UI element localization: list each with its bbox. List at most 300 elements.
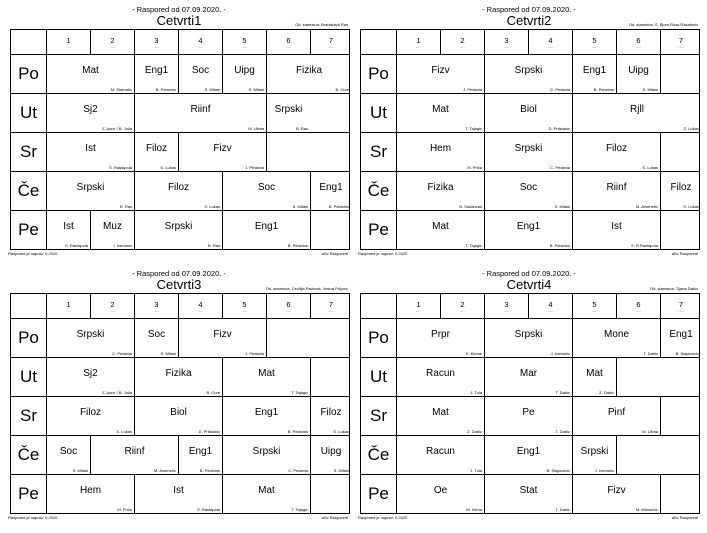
- period-number: 1: [66, 300, 71, 309]
- period-number: 2: [110, 300, 115, 309]
- lesson-cell[interactable]: [616, 435, 701, 474]
- lesson-subject: Pinf: [607, 407, 626, 418]
- lesson-subject: Ist: [85, 143, 96, 154]
- lesson-teacher: B. Pelanins: [155, 87, 176, 92]
- lesson-teacher: S. Mitasi: [72, 468, 88, 473]
- lesson-subject: Mat: [258, 485, 275, 496]
- lesson-subject: Eng1: [144, 65, 169, 76]
- lesson-teacher: M. Ulinta: [248, 126, 264, 131]
- lesson-teacher: T. Dabic: [555, 429, 570, 434]
- lesson-cell[interactable]: [90, 435, 178, 474]
- period-header-7: [660, 294, 701, 318]
- lesson-teacher: B. Ras: [207, 243, 220, 248]
- lesson-teacher: T. Dabic: [643, 351, 658, 356]
- lesson-cell[interactable]: [266, 54, 351, 93]
- lesson-cell[interactable]: [484, 210, 572, 249]
- lesson-cell[interactable]: [222, 210, 310, 249]
- lesson-cell[interactable]: [310, 357, 351, 396]
- lesson-subject: Riinf: [124, 446, 145, 457]
- day-label: Ut: [370, 102, 387, 122]
- lesson-teacher: J. Tula: [470, 468, 482, 473]
- lesson-teacher: J. Pedania: [463, 87, 482, 92]
- period-header-7: [660, 30, 701, 54]
- timetable-sheet-2: [358, 4, 700, 269]
- lesson-cell[interactable]: [310, 435, 351, 474]
- lesson-cell[interactable]: [616, 357, 701, 396]
- lesson-subject: Eng1: [319, 182, 343, 193]
- lesson-cell[interactable]: [222, 435, 310, 474]
- class-title: Cetvrti3: [156, 277, 202, 292]
- lesson-subject: Soc: [519, 182, 538, 193]
- lesson-subject: Srpski: [274, 104, 303, 115]
- lesson-cell[interactable]: [134, 210, 222, 249]
- lesson-cell[interactable]: [572, 210, 660, 249]
- period-header-3: [134, 294, 178, 318]
- lesson-cell[interactable]: [572, 474, 660, 513]
- lesson-teacher: M. Ulinta: [642, 429, 658, 434]
- day-label: Pe: [368, 483, 389, 503]
- timetable-grid: [360, 293, 700, 514]
- day-label: Sr: [370, 405, 387, 425]
- lesson-cell[interactable]: [484, 396, 572, 435]
- lesson-subject: Ist: [63, 221, 74, 232]
- lesson-teacher: J. Tula: [470, 390, 482, 395]
- lesson-teacher: S. R.Rastapola: [631, 243, 658, 248]
- day-label: Sr: [20, 405, 37, 425]
- lesson-subject: Uipg: [320, 446, 342, 457]
- footer-software-note: aSc Rasporedi: [671, 251, 698, 256]
- lesson-subject: Hem: [429, 143, 452, 154]
- lesson-cell[interactable]: [484, 171, 572, 210]
- lesson-teacher: J. Ivertanic: [550, 351, 570, 356]
- period-time: –––: [547, 309, 553, 313]
- lesson-subject: Filoz: [605, 143, 628, 154]
- period-header-3: [484, 30, 528, 54]
- period-time: –––: [328, 45, 334, 49]
- lesson-cell[interactable]: [310, 396, 351, 435]
- lesson-cell[interactable]: [46, 210, 90, 249]
- lesson-cell[interactable]: [396, 357, 484, 396]
- lesson-subject: Srpski: [76, 182, 105, 193]
- lesson-cell[interactable]: [396, 396, 484, 435]
- lesson-teacher: B. Pelanins: [287, 429, 308, 434]
- lesson-cell[interactable]: [134, 318, 178, 357]
- footer-software-note: aSc Rasporedi: [321, 251, 348, 256]
- lesson-cell[interactable]: [484, 435, 572, 474]
- lesson-subject: Soc: [257, 182, 276, 193]
- period-header-1: [396, 294, 440, 318]
- lesson-cell[interactable]: [396, 474, 484, 513]
- lesson-cell[interactable]: [484, 54, 572, 93]
- lesson-teacher: M. Milosevic: [635, 507, 658, 512]
- period-header-7: [310, 30, 351, 54]
- lesson-subject: Eng1: [188, 446, 213, 457]
- period-header-2: [90, 30, 134, 54]
- lesson-teacher: B. Cure: [335, 87, 349, 92]
- period-header-1: [396, 30, 440, 54]
- lesson-cell[interactable]: [266, 132, 351, 171]
- lesson-cell[interactable]: [396, 318, 484, 357]
- footer-generated-note: Raspored je naprav: 0.2020: [8, 251, 58, 256]
- lesson-cell[interactable]: [396, 435, 484, 474]
- lesson-subject: Mat: [432, 104, 449, 115]
- lesson-subject: Eng1: [516, 221, 541, 232]
- lesson-teacher: D. Prilstanic: [548, 126, 570, 131]
- lesson-teacher: B. Ras: [119, 204, 132, 209]
- period-number: 1: [66, 36, 71, 45]
- period-header-3: [484, 294, 528, 318]
- day-label: Ut: [20, 102, 37, 122]
- lesson-subject: Filoz: [79, 407, 102, 418]
- period-number: 6: [636, 300, 641, 309]
- period-number: 4: [548, 36, 553, 45]
- lesson-subject: Fizv: [607, 485, 626, 496]
- lesson-subject: Filoz: [670, 182, 692, 193]
- lesson-subject: Hem: [79, 485, 102, 496]
- lesson-teacher: S. Mitasi: [204, 87, 220, 92]
- period-number: 3: [154, 36, 159, 45]
- day-label: Sr: [370, 141, 387, 161]
- lesson-teacher: S. Mitasi: [160, 351, 176, 356]
- lesson-subject: Racun: [426, 446, 455, 457]
- class-teacher-note: Od. staresina: Tijana Dabic: [649, 286, 698, 291]
- lesson-cell[interactable]: [572, 171, 660, 210]
- period-number: 1: [416, 300, 421, 309]
- lesson-subject: Srpski: [252, 446, 281, 457]
- lesson-subject: Mar: [519, 368, 538, 379]
- day-label: Po: [18, 63, 39, 83]
- lesson-teacher: S. Mitasi: [554, 204, 570, 209]
- period-header-4: [178, 30, 222, 54]
- schedule-header: - Raspored od 07.09.2020. -: [482, 5, 576, 14]
- lesson-subject: Sj2: [83, 368, 98, 379]
- period-time: –––: [328, 309, 334, 313]
- footer-software-note: aSc Rasporedi: [671, 515, 698, 520]
- lesson-subject: Uipg: [628, 65, 649, 76]
- lesson-subject: Srpski: [76, 329, 105, 340]
- period-number: 6: [286, 36, 291, 45]
- period-header-4: [178, 294, 222, 318]
- lesson-teacher: C. Pedania: [112, 351, 132, 356]
- lesson-cell[interactable]: [134, 93, 266, 132]
- lesson-cell[interactable]: [396, 54, 484, 93]
- lesson-subject: Eng1: [254, 407, 279, 418]
- lesson-teacher: T. Dabic: [555, 507, 570, 512]
- lesson-subject: Eng1: [516, 446, 541, 457]
- lesson-subject: Muz: [103, 221, 122, 232]
- lesson-subject: Fizika: [427, 182, 454, 193]
- timetable-grid: [10, 293, 350, 514]
- timetable-grid: [10, 29, 350, 250]
- lesson-cell[interactable]: [134, 54, 178, 93]
- period-header-2: [440, 30, 484, 54]
- lesson-teacher: B. Pelanins: [199, 468, 220, 473]
- lesson-teacher: S. Mitasi: [292, 204, 308, 209]
- lesson-cell[interactable]: [222, 171, 310, 210]
- footer-generated-note: Raspored je naprav: 0.2020: [358, 515, 408, 520]
- lesson-cell[interactable]: [46, 171, 134, 210]
- lesson-cell[interactable]: [484, 93, 572, 132]
- lesson-cell[interactable]: [660, 474, 701, 513]
- period-number: 5: [242, 300, 247, 309]
- period-number: 3: [504, 300, 509, 309]
- class-teacher-note: Od. staresina: S. Bjorn Ross Rasatovic: [628, 22, 698, 27]
- lesson-teacher: M. Arsenetic: [635, 204, 658, 209]
- lesson-teacher: T. Tajagic: [291, 390, 308, 395]
- lesson-cell[interactable]: [396, 132, 484, 171]
- period-header-1: [46, 30, 90, 54]
- period-time: –––: [459, 309, 465, 313]
- lesson-cell[interactable]: [46, 318, 134, 357]
- lesson-teacher: T. Tajagic: [465, 126, 482, 131]
- day-label: Če: [367, 180, 390, 200]
- lesson-cell[interactable]: [660, 171, 701, 210]
- lesson-subject: Ist: [611, 221, 622, 232]
- lesson-cell[interactable]: [266, 93, 310, 132]
- period-time: –––: [285, 309, 291, 313]
- lesson-cell[interactable]: [660, 318, 701, 357]
- lesson-cell[interactable]: [46, 357, 134, 396]
- period-number: 2: [460, 300, 465, 309]
- lesson-subject: Filoz: [320, 407, 342, 418]
- lesson-teacher: Z.Juozr / B. Julia: [102, 126, 132, 131]
- lesson-teacher: S. Mitasi: [333, 468, 349, 473]
- lesson-subject: Filoz: [145, 143, 168, 154]
- lesson-subject: Riinf: [606, 182, 627, 193]
- day-label: Če: [367, 444, 390, 464]
- footer-software-note: aSc Rasporedi: [321, 515, 348, 520]
- lesson-teacher: S. Rastapola: [197, 507, 220, 512]
- period-number: 4: [548, 300, 553, 309]
- period-number: 1: [416, 36, 421, 45]
- lesson-teacher: M. Arsenetic: [153, 468, 176, 473]
- period-number: 7: [328, 300, 334, 309]
- lesson-teacher: J. Pedania: [245, 351, 264, 356]
- period-number: 5: [242, 36, 247, 45]
- period-time: –––: [65, 309, 71, 313]
- lesson-cell[interactable]: [396, 210, 484, 249]
- period-header-6: [266, 294, 310, 318]
- period-number: 3: [154, 300, 159, 309]
- lesson-subject: Biol: [170, 407, 187, 418]
- lesson-cell[interactable]: [572, 54, 616, 93]
- lesson-subject: Mat: [82, 65, 99, 76]
- lesson-teacher: B. Cure: [206, 390, 220, 395]
- period-time: –––: [591, 309, 597, 313]
- lesson-cell[interactable]: [46, 93, 134, 132]
- lesson-teacher: C. Pedania: [550, 87, 570, 92]
- schedule-header: - Raspored od 07.09.2020. -: [482, 269, 576, 278]
- lesson-cell[interactable]: [310, 474, 351, 513]
- lesson-teacher: S. Rastapola: [65, 243, 88, 248]
- lesson-cell[interactable]: [310, 171, 351, 210]
- lesson-cell[interactable]: [178, 435, 222, 474]
- period-time: –––: [415, 309, 421, 313]
- lesson-cell[interactable]: [134, 357, 222, 396]
- period-number: 6: [286, 300, 291, 309]
- lesson-teacher: M. Vema: [466, 507, 482, 512]
- period-header-2: [440, 294, 484, 318]
- lesson-cell[interactable]: [46, 132, 134, 171]
- lesson-teacher: B. Pelanins: [549, 243, 570, 248]
- timetable-sheet-4: [358, 268, 700, 533]
- lesson-cell[interactable]: [484, 132, 572, 171]
- lesson-cell[interactable]: [484, 474, 572, 513]
- period-header-4: [528, 30, 572, 54]
- lesson-teacher: B. Pelanins: [287, 243, 308, 248]
- lesson-teacher: B. Pelanins: [593, 87, 614, 92]
- period-time: –––: [241, 45, 247, 49]
- lesson-cell[interactable]: [46, 435, 90, 474]
- lesson-cell[interactable]: [572, 396, 660, 435]
- period-header-5: [572, 294, 616, 318]
- period-time: –––: [153, 45, 159, 49]
- day-label: Če: [17, 444, 40, 464]
- lesson-teacher: B. Stajanovic: [546, 468, 570, 473]
- lesson-cell[interactable]: [222, 396, 310, 435]
- lesson-cell[interactable]: [660, 54, 701, 93]
- lesson-cell[interactable]: [266, 318, 351, 357]
- lesson-subject: Riinf: [190, 104, 211, 115]
- lesson-cell[interactable]: [46, 54, 134, 93]
- period-header-2: [90, 294, 134, 318]
- lesson-teacher: S. Rastapola: [109, 165, 132, 170]
- lesson-teacher: Z. Dabic: [467, 429, 482, 434]
- period-number: 7: [328, 36, 334, 45]
- class-teacher-note: Od. staresina: Branislava Ras: [295, 22, 348, 27]
- lesson-cell[interactable]: [222, 357, 310, 396]
- lesson-subject: Mat: [586, 368, 603, 379]
- lesson-cell[interactable]: [134, 132, 178, 171]
- period-time: –––: [591, 45, 597, 49]
- lesson-subject: Fizika: [165, 368, 192, 379]
- period-header-5: [572, 30, 616, 54]
- class-teacher-note: Od. staresina: Cecilija Pavlovic, Vesna Prijovic: [265, 286, 348, 291]
- lesson-teacher: S. Lukas: [160, 165, 176, 170]
- timetable-sheet-3: [8, 268, 350, 533]
- lesson-cell[interactable]: [484, 357, 572, 396]
- lesson-teacher: M. Stamatic: [110, 87, 132, 92]
- lesson-cell[interactable]: [572, 318, 660, 357]
- period-time: –––: [65, 45, 71, 49]
- day-label: Po: [368, 63, 389, 83]
- period-header-3: [134, 30, 178, 54]
- day-label: Pe: [18, 219, 39, 239]
- lesson-cell[interactable]: [660, 396, 701, 435]
- period-header-5: [222, 294, 266, 318]
- lesson-subject: Stat: [519, 485, 538, 496]
- class-title: Cetvrti4: [506, 277, 552, 292]
- period-time: –––: [503, 45, 509, 49]
- lesson-teacher: B. Ras: [295, 126, 308, 131]
- lesson-cell[interactable]: [134, 396, 222, 435]
- lesson-teacher: Z. Lukac: [683, 126, 699, 131]
- period-number: 3: [504, 36, 509, 45]
- lesson-cell[interactable]: [660, 132, 701, 171]
- period-time: –––: [109, 309, 115, 313]
- lesson-cell[interactable]: [396, 171, 484, 210]
- lesson-teacher: B. Sadanvas: [459, 204, 482, 209]
- lesson-teacher: S. Lukas: [116, 429, 132, 434]
- lesson-subject: Srpski: [580, 446, 609, 457]
- lesson-cell[interactable]: [222, 54, 266, 93]
- period-header-6: [616, 294, 660, 318]
- lesson-cell[interactable]: [396, 93, 484, 132]
- lesson-teacher: B. Stajanovic: [675, 351, 699, 356]
- lesson-cell[interactable]: [572, 93, 701, 132]
- lesson-subject: Soc: [147, 329, 166, 340]
- lesson-cell[interactable]: [616, 54, 660, 93]
- period-number: 4: [198, 36, 203, 45]
- lesson-subject: Filoz: [167, 182, 190, 193]
- lesson-cell[interactable]: [222, 474, 310, 513]
- lesson-subject: Mone: [603, 329, 629, 340]
- lesson-subject: Eng1: [582, 65, 607, 76]
- lesson-teacher: T. Tajagic: [291, 507, 308, 512]
- period-number: 6: [636, 36, 641, 45]
- lesson-subject: Biol: [520, 104, 537, 115]
- period-header-7: [310, 294, 351, 318]
- lesson-subject: Fizv: [213, 329, 232, 340]
- lesson-cell[interactable]: [484, 318, 572, 357]
- period-number: 7: [678, 300, 684, 309]
- lesson-cell[interactable]: [572, 357, 616, 396]
- lesson-subject: Sj2: [83, 104, 98, 115]
- lesson-cell[interactable]: [310, 210, 351, 249]
- period-time: –––: [285, 45, 291, 49]
- period-number: 5: [592, 300, 597, 309]
- lesson-teacher: M. Priča: [467, 165, 482, 170]
- lesson-subject: Eng1: [669, 329, 693, 340]
- lesson-subject: Fizv: [431, 65, 450, 76]
- timetable-grid: [360, 29, 700, 250]
- lesson-cell[interactable]: [660, 210, 701, 249]
- lesson-subject: Eng1: [254, 221, 279, 232]
- lesson-cell[interactable]: [134, 171, 222, 210]
- lesson-cell[interactable]: [178, 132, 266, 171]
- lesson-subject: Srpski: [164, 221, 193, 232]
- lesson-teacher: T. Tajagic: [465, 243, 482, 248]
- period-time: –––: [241, 309, 247, 313]
- lesson-cell[interactable]: [46, 396, 134, 435]
- timetable-sheet-1: [8, 4, 350, 269]
- period-time: –––: [635, 309, 641, 313]
- lesson-cell[interactable]: [572, 132, 660, 171]
- period-time: –––: [109, 45, 115, 49]
- period-header-6: [616, 30, 660, 54]
- lesson-teacher: Z. Dabic: [599, 390, 614, 395]
- lesson-teacher: B. Pelanins: [328, 204, 349, 209]
- lesson-cell[interactable]: [90, 210, 134, 249]
- lesson-cell[interactable]: [46, 474, 134, 513]
- lesson-subject: Fizika: [295, 65, 323, 76]
- lesson-cell[interactable]: [572, 435, 616, 474]
- lesson-subject: Srpski: [514, 143, 543, 154]
- lesson-cell[interactable]: [134, 474, 222, 513]
- lesson-subject: Oe: [433, 485, 448, 496]
- lesson-cell[interactable]: [178, 54, 222, 93]
- lesson-subject: Mat: [432, 221, 449, 232]
- schedule-header: - Raspored od 07.09.2020. -: [132, 5, 226, 14]
- period-number: 4: [198, 300, 203, 309]
- period-time: –––: [547, 45, 553, 49]
- lesson-teacher: Z.Juozr / B. Julia: [102, 390, 132, 395]
- period-header-4: [528, 294, 572, 318]
- lesson-subject: Ist: [173, 485, 184, 496]
- period-number: 2: [110, 36, 115, 45]
- lesson-cell[interactable]: [178, 318, 266, 357]
- lesson-teacher: T. Dabic: [555, 390, 570, 395]
